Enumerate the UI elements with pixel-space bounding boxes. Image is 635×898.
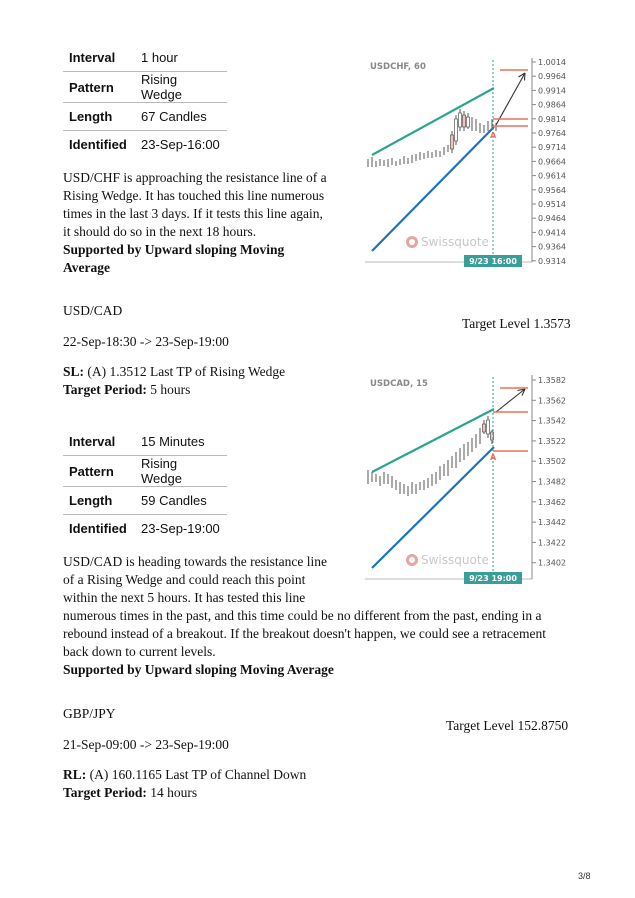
level-label: RL: bbox=[63, 767, 87, 782]
tick-label: 0.9764 bbox=[538, 129, 566, 138]
period-label: Target Period: bbox=[63, 785, 147, 800]
period-value: 14 hours bbox=[150, 785, 198, 800]
table-key: Pattern bbox=[63, 456, 135, 487]
table-value: 59 Candles bbox=[135, 487, 227, 515]
support-line: Supported by Upward sloping Moving bbox=[63, 242, 285, 257]
table-row bbox=[63, 131, 227, 159]
text-line: USD/CHF is approaching the resistance line of a bbox=[63, 170, 327, 185]
table-row bbox=[63, 103, 227, 131]
usdcad-range: 22-Sep-18:30 -> 23-Sep-19:00 bbox=[63, 334, 229, 349]
marker-label: A bbox=[490, 131, 497, 140]
watermark: Swissquote bbox=[421, 235, 489, 249]
table-row bbox=[63, 515, 227, 543]
tick-label: 1.3562 bbox=[538, 396, 566, 406]
usdcad-info-table bbox=[63, 428, 227, 542]
tick-label: 1.3502 bbox=[538, 457, 566, 467]
tick-label: 0.9814 bbox=[538, 114, 566, 124]
tick-label: 0.9864 bbox=[538, 100, 566, 110]
level-label: SL: bbox=[63, 364, 85, 379]
time-label: 9/23 19:00 bbox=[469, 574, 517, 583]
tick-label: 0.9914 bbox=[538, 86, 566, 96]
table-row bbox=[63, 456, 227, 487]
tick-label: 1.3582 bbox=[538, 376, 566, 385]
target-arrow bbox=[496, 73, 525, 125]
table-value: Rising Wedge bbox=[135, 456, 227, 487]
table-key: Length bbox=[63, 103, 135, 131]
table-value: 23-Sep-16:00 bbox=[141, 137, 220, 152]
table-value: 1 hour bbox=[135, 44, 227, 72]
tick-label: 1.3442 bbox=[538, 518, 566, 528]
tick-label: 1.3542 bbox=[538, 416, 566, 426]
text-line: of a Rising Wedge and could reach this point bbox=[63, 572, 306, 587]
usdchf-description bbox=[63, 169, 348, 277]
tick-label: 0.9564 bbox=[538, 185, 566, 195]
gbpjpy-period bbox=[63, 784, 197, 802]
support-line: Average bbox=[63, 260, 110, 275]
usdchf-info-table bbox=[63, 44, 227, 158]
gbpjpy-level bbox=[63, 766, 306, 784]
table-key: Interval bbox=[63, 44, 135, 72]
level-text: (A) 1.3512 Last TP of Rising Wedge bbox=[87, 364, 286, 379]
tick-label: 1.3422 bbox=[538, 538, 566, 548]
table-value: 15 Minutes bbox=[135, 428, 227, 456]
table-key: Interval bbox=[63, 428, 135, 456]
table-key: Identified bbox=[69, 521, 127, 536]
period-label: Target Period: bbox=[63, 382, 147, 397]
table-value: 23-Sep-19:00 bbox=[141, 521, 220, 536]
tick-label: 0.9714 bbox=[538, 143, 566, 153]
table-value: Rising Wedge bbox=[135, 72, 227, 103]
candles bbox=[368, 109, 496, 167]
usdcad-chart bbox=[360, 372, 575, 587]
usdchf-chart bbox=[360, 55, 575, 270]
text-line: back down to current levels. bbox=[63, 644, 216, 659]
y-axis-ticks bbox=[532, 58, 566, 266]
usdcad-description-wide bbox=[63, 607, 583, 679]
usdcad-pair: USD/CAD bbox=[63, 303, 123, 318]
tick-label: 0.9414 bbox=[538, 228, 566, 238]
text-line: Rising Wedge. It has touched this line numerous bbox=[63, 188, 325, 203]
table-key: Length bbox=[63, 487, 135, 515]
table-row bbox=[63, 487, 227, 515]
time-label: 9/23 16:00 bbox=[469, 257, 517, 266]
page-number: 3/8 bbox=[578, 871, 591, 881]
tick-label: 0.9314 bbox=[538, 256, 566, 266]
tick-label: 1.3402 bbox=[538, 558, 566, 568]
table-row bbox=[63, 428, 227, 456]
candles bbox=[368, 416, 492, 496]
marker-label: A bbox=[490, 453, 497, 462]
text-line: within the next 5 hours. It has tested this line bbox=[63, 590, 306, 605]
tick-label: 0.9964 bbox=[538, 72, 566, 82]
chart-title: USDCAD, 15 bbox=[370, 379, 428, 389]
period-value: 5 hours bbox=[150, 382, 191, 397]
tick-label: 0.9364 bbox=[538, 242, 566, 252]
table-key: Pattern bbox=[63, 72, 135, 103]
tick-label: 1.3462 bbox=[538, 497, 566, 507]
tick-label: 0.9664 bbox=[538, 157, 566, 167]
usdcad-target: Target Level 1.3573 bbox=[462, 316, 571, 331]
table-row bbox=[63, 72, 227, 103]
support-line: Supported by Upward sloping Moving Average bbox=[63, 662, 334, 677]
text-line: times in the last 3 days. If it tests this line again, bbox=[63, 206, 323, 221]
table-row bbox=[63, 44, 227, 72]
watermark: Swissquote bbox=[421, 553, 489, 567]
usdcad-description-narrow bbox=[63, 553, 348, 607]
target-arrow bbox=[496, 389, 525, 412]
tick-label: 1.3522 bbox=[538, 436, 566, 446]
usdcad-level bbox=[63, 363, 285, 381]
chart-title: USDCHF, 60 bbox=[370, 62, 426, 72]
table-value: 67 Candles bbox=[135, 103, 227, 131]
tick-label: 1.3482 bbox=[538, 477, 566, 487]
tick-label: 0.9514 bbox=[538, 200, 566, 209]
level-text: (A) 160.1165 Last TP of Channel Down bbox=[89, 767, 307, 782]
tick-label: 0.9464 bbox=[538, 214, 566, 224]
gbpjpy-range: 21-Sep-09:00 -> 23-Sep-19:00 bbox=[63, 737, 229, 752]
text-line: it should do so in the next 18 hours. bbox=[63, 224, 257, 239]
text-line: USD/CAD is heading towards the resistance line bbox=[63, 554, 327, 569]
support-line-trend bbox=[372, 447, 494, 568]
text-line: rebound instead of a breakout. If the breakout doesn't happen, we could see a retracement bbox=[63, 626, 546, 641]
tick-label: 0.9614 bbox=[538, 171, 566, 181]
gbpjpy-pair: GBP/JPY bbox=[63, 706, 116, 721]
table-key: Identified bbox=[69, 137, 127, 152]
gbpjpy-target: Target Level 152.8750 bbox=[446, 718, 569, 733]
y-axis-ticks bbox=[532, 376, 566, 568]
usdcad-period bbox=[63, 381, 190, 399]
text-line: numerous times in the past, and this time could be no different from the past, ending in a bbox=[63, 608, 542, 623]
tick-label: 1.0014 bbox=[538, 58, 566, 67]
